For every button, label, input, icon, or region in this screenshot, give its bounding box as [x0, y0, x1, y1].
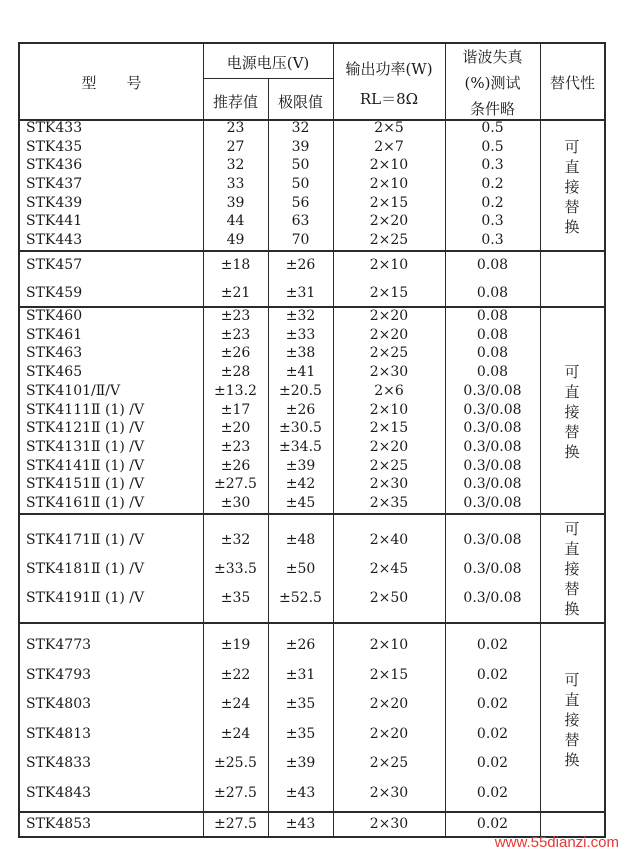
limit-voltage-cell: ±34.5 [279, 439, 322, 455]
model-cell: STK439 [26, 195, 83, 211]
model-cell: STK4843 [26, 785, 92, 801]
distortion-cell: 0.02 [476, 726, 509, 742]
limit-voltage-cell: ±39 [285, 458, 316, 474]
output-power-cell: 2×20 [369, 213, 409, 229]
limit-voltage-cell: 50 [291, 176, 310, 192]
header-replacement: 替代性 [549, 74, 595, 92]
distortion-cell: 0.08 [476, 345, 509, 361]
distortion-cell: 0.3/0.08 [463, 458, 522, 474]
model-cell: STK4141Ⅱ (1) /V [26, 458, 145, 474]
recommended-voltage-cell: ±25.5 [214, 755, 257, 771]
output-power-cell: 2×10 [369, 402, 409, 418]
limit-voltage-cell: ±39 [285, 755, 316, 771]
recommended-voltage-cell: ±30 [220, 495, 251, 511]
limit-voltage-cell: ±50 [285, 561, 316, 577]
replacement-note-group-5: 可直接替换 [564, 671, 580, 769]
distortion-cell: 0.3/0.08 [463, 495, 522, 511]
model-cell: STK4853 [26, 816, 92, 832]
model-cell: STK4131Ⅱ (1) /V [26, 439, 145, 455]
limit-voltage-cell: 50 [291, 157, 310, 173]
limit-voltage-cell: ±43 [285, 816, 316, 832]
model-cell: STK4121Ⅱ (1) /V [26, 420, 145, 436]
recommended-voltage-cell: ±21 [220, 285, 251, 301]
output-power-cell: 2×30 [369, 364, 409, 380]
distortion-cell: 0.3/0.08 [463, 420, 522, 436]
output-power-cell: 2×5 [374, 120, 404, 136]
limit-voltage-cell: ±31 [285, 667, 316, 683]
model-cell: STK433 [26, 120, 83, 136]
recommended-voltage-cell: ±24 [220, 696, 251, 712]
recommended-voltage-cell: ±27.5 [214, 816, 257, 832]
model-cell: STK4793 [26, 667, 92, 683]
distortion-cell: 0.5 [481, 120, 504, 136]
recommended-voltage-cell: ±17 [220, 402, 251, 418]
replacement-note-group-1: 可直接替换 [564, 138, 580, 236]
output-power-cell: 2×25 [369, 232, 409, 248]
distortion-cell: 0.3/0.08 [463, 561, 522, 577]
limit-voltage-cell: ±30.5 [279, 420, 322, 436]
model-cell: STK443 [26, 232, 83, 248]
output-power-cell: 2×15 [369, 195, 409, 211]
model-cell: STK4101/Ⅱ/V [26, 383, 121, 399]
output-power-cell: 2×20 [369, 726, 409, 742]
model-cell: STK459 [26, 285, 83, 301]
distortion-cell: 0.5 [481, 139, 504, 155]
recommended-voltage-cell: ±22 [220, 667, 251, 683]
limit-voltage-cell: ±45 [285, 495, 316, 511]
recommended-voltage-cell: 39 [226, 195, 245, 211]
distortion-cell: 0.3/0.08 [463, 402, 522, 418]
output-power-cell: 2×10 [369, 257, 409, 273]
limit-voltage-cell: 56 [291, 195, 310, 211]
header-model: 型 号 [81, 74, 142, 92]
distortion-cell: 0.3 [481, 157, 504, 173]
recommended-voltage-cell: ±23 [220, 327, 251, 343]
model-cell: STK463 [26, 345, 83, 361]
output-power-cell: 2×40 [369, 532, 409, 548]
model-cell: STK435 [26, 139, 83, 155]
limit-voltage-cell: ±31 [285, 285, 316, 301]
limit-voltage-cell: 63 [291, 213, 310, 229]
recommended-voltage-cell: ±19 [220, 637, 251, 653]
distortion-cell: 0.3/0.08 [463, 476, 522, 492]
recommended-voltage-cell: 49 [226, 232, 245, 248]
output-power-cell: 2×20 [369, 327, 409, 343]
recommended-voltage-cell: ±23 [220, 308, 251, 324]
distortion-cell: 0.2 [481, 195, 504, 211]
limit-voltage-cell: ±32 [285, 308, 316, 324]
distortion-cell: 0.02 [476, 816, 509, 832]
limit-voltage-cell: ±42 [285, 476, 316, 492]
distortion-cell: 0.3/0.08 [463, 439, 522, 455]
recommended-voltage-cell: ±26 [220, 345, 251, 361]
distortion-cell: 0.2 [481, 176, 504, 192]
distortion-cell: 0.08 [476, 308, 509, 324]
recommended-voltage-cell: 27 [226, 139, 245, 155]
distortion-cell: 0.02 [476, 755, 509, 771]
output-power-cell: 2×20 [369, 696, 409, 712]
output-power-cell: 2×10 [369, 157, 409, 173]
header-supply-voltage: 电源电压(V) [226, 54, 310, 72]
distortion-cell: 0.08 [476, 285, 509, 301]
header-output-power: 输出功率(W) [345, 60, 433, 78]
distortion-cell: 0.02 [476, 785, 509, 801]
model-cell: STK457 [26, 257, 83, 273]
limit-voltage-cell: ±26 [285, 637, 316, 653]
header-distortion-3: 条件略 [469, 100, 515, 118]
model-cell: STK4181Ⅱ (1) /V [26, 561, 145, 577]
output-power-cell: 2×25 [369, 345, 409, 361]
limit-voltage-cell: ±41 [285, 364, 316, 380]
watermark: www.55dianzi.com [494, 834, 619, 851]
limit-voltage-cell: ±52.5 [279, 590, 322, 606]
output-power-cell: 2×10 [369, 637, 409, 653]
model-cell: STK4833 [26, 755, 92, 771]
output-power-cell: 2×50 [369, 590, 409, 606]
distortion-cell: 0.3 [481, 232, 504, 248]
output-power-cell: 2×30 [369, 476, 409, 492]
limit-voltage-cell: ±43 [285, 785, 316, 801]
model-cell: STK460 [26, 308, 83, 324]
output-power-cell: 2×7 [374, 139, 404, 155]
output-power-cell: 2×25 [369, 755, 409, 771]
header-output-power-load: RL＝8Ω [359, 90, 419, 108]
recommended-voltage-cell: ±18 [220, 257, 251, 273]
distortion-cell: 0.3/0.08 [463, 590, 522, 606]
limit-voltage-cell: ±26 [285, 402, 316, 418]
model-cell: STK437 [26, 176, 83, 192]
recommended-voltage-cell: ±27.5 [214, 476, 257, 492]
recommended-voltage-cell: 32 [226, 157, 245, 173]
limit-voltage-cell: ±48 [285, 532, 316, 548]
output-power-cell: 2×15 [369, 667, 409, 683]
recommended-voltage-cell: ±35 [220, 590, 251, 606]
recommended-voltage-cell: ±28 [220, 364, 251, 380]
model-cell: STK4171Ⅱ (1) /V [26, 532, 145, 548]
recommended-voltage-cell: ±27.5 [214, 785, 257, 801]
recommended-voltage-cell: ±24 [220, 726, 251, 742]
header-distortion-2: (%)测试 [464, 74, 521, 92]
model-cell: STK4803 [26, 696, 92, 712]
recommended-voltage-cell: ±32 [220, 532, 251, 548]
limit-voltage-cell: 70 [291, 232, 310, 248]
recommended-voltage-cell: 23 [226, 120, 245, 136]
recommended-voltage-cell: 33 [226, 176, 245, 192]
distortion-cell: 0.02 [476, 696, 509, 712]
distortion-cell: 0.3/0.08 [463, 383, 522, 399]
output-power-cell: 2×6 [374, 383, 404, 399]
header-limit: 极限值 [277, 93, 323, 111]
recommended-voltage-cell: 44 [226, 213, 245, 229]
output-power-cell: 2×35 [369, 495, 409, 511]
model-cell: STK4813 [26, 726, 92, 742]
distortion-cell: 0.08 [476, 257, 509, 273]
model-cell: STK4151Ⅱ (1) /V [26, 476, 145, 492]
recommended-voltage-cell: ±33.5 [214, 561, 257, 577]
distortion-cell: 0.08 [476, 327, 509, 343]
distortion-cell: 0.3/0.08 [463, 532, 522, 548]
distortion-cell: 0.3 [481, 213, 504, 229]
distortion-cell: 0.02 [476, 637, 509, 653]
model-cell: STK4191Ⅱ (1) /V [26, 590, 145, 606]
recommended-voltage-cell: ±26 [220, 458, 251, 474]
replacement-note-group-4: 可直接替换 [564, 520, 580, 618]
output-power-cell: 2×30 [369, 785, 409, 801]
model-cell: STK4773 [26, 637, 92, 653]
model-cell: STK4161Ⅱ (1) /V [26, 495, 145, 511]
limit-voltage-cell: ±26 [285, 257, 316, 273]
recommended-voltage-cell: ±20 [220, 420, 251, 436]
limit-voltage-cell: ±35 [285, 696, 316, 712]
model-cell: STK441 [26, 213, 83, 229]
model-cell: STK461 [26, 327, 83, 343]
limit-voltage-cell: ±38 [285, 345, 316, 361]
output-power-cell: 2×10 [369, 176, 409, 192]
output-power-cell: 2×15 [369, 285, 409, 301]
recommended-voltage-cell: ±13.2 [214, 383, 257, 399]
output-power-cell: 2×30 [369, 816, 409, 832]
limit-voltage-cell: ±33 [285, 327, 316, 343]
distortion-cell: 0.02 [476, 667, 509, 683]
model-cell: STK465 [26, 364, 83, 380]
replacement-note-group-3: 可直接替换 [564, 363, 580, 461]
output-power-cell: 2×20 [369, 439, 409, 455]
model-cell: STK4111Ⅱ (1) /V [26, 402, 145, 418]
output-power-cell: 2×25 [369, 458, 409, 474]
recommended-voltage-cell: ±23 [220, 439, 251, 455]
limit-voltage-cell: 32 [291, 120, 310, 136]
limit-voltage-cell: ±20.5 [279, 383, 322, 399]
limit-voltage-cell: ±35 [285, 726, 316, 742]
limit-voltage-cell: 39 [291, 139, 310, 155]
header-distortion-1: 谐波失真 [462, 48, 523, 66]
output-power-cell: 2×45 [369, 561, 409, 577]
header-recommended: 推荐值 [212, 93, 258, 111]
distortion-cell: 0.08 [476, 364, 509, 380]
output-power-cell: 2×15 [369, 420, 409, 436]
model-cell: STK436 [26, 157, 83, 173]
output-power-cell: 2×20 [369, 308, 409, 324]
